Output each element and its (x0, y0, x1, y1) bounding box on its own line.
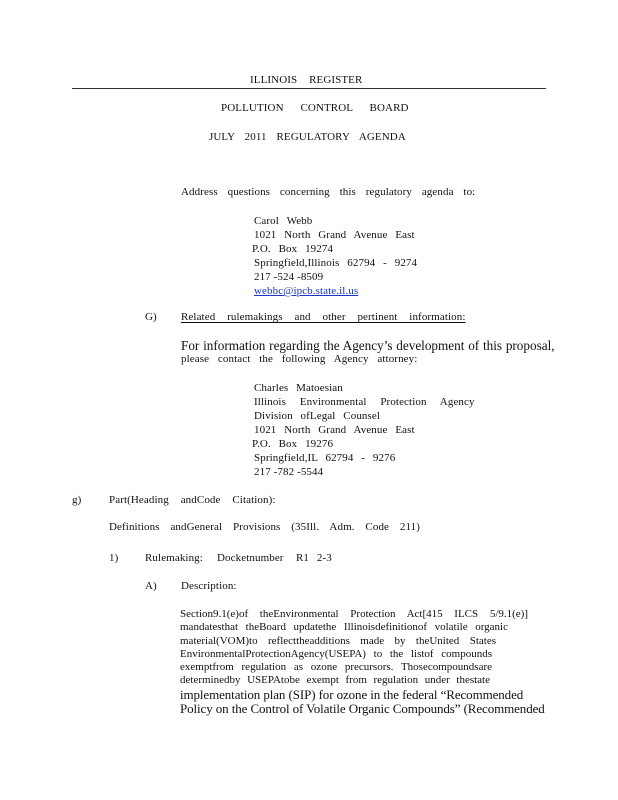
contact-address-block (254, 214, 417, 298)
description-line: Section9.1(e)of theEnvironmental Protection Act[415 ILCS 5/9.1(e)] (180, 608, 528, 620)
contact-name: Carol Webb (254, 215, 313, 227)
attorney-address-block (254, 381, 475, 479)
part-title: Definitions andGeneral Provisions (35Ill. Adm. Code 211) (109, 521, 421, 533)
questions-intro: Address questions concerning this regulatory agenda to: (181, 186, 476, 198)
agency-intro-line1: For information regarding the Agency’s development of this proposal, (181, 338, 555, 353)
rulemaking-marker: 1) (109, 552, 119, 564)
attorney-agency: Illinois Environmental Protection Agency (254, 396, 475, 408)
description-line: mandatesthat theBoard updatethe Illinoisdefinitionof volatile organic (180, 621, 508, 634)
description-line: EnvironmentalProtectionAgency(USEPA) to the listof compounds (180, 647, 492, 660)
description-label: Description: (181, 580, 237, 592)
attorney-city: Springfield,IL 62794 - 9276 (254, 452, 396, 464)
contact-street: 1021 North Grand Avenue East (254, 229, 415, 241)
description-line: material(VOM)to reflecttheadditions made by theUnited States (180, 634, 496, 647)
contact-email-link[interactable]: webbc@ipcb.state.il.us (254, 285, 359, 297)
attorney-division: Division ofLegal Counsel (254, 410, 381, 422)
attorney-name: Charles Matoesian (254, 382, 343, 394)
rulemaking-label: Rulemaking: (145, 552, 203, 564)
contact-city: Springfield,Illinois 62794 - 9274 (254, 257, 418, 269)
agenda-title: JULY 2011 REGULATORY AGENDA (209, 131, 406, 143)
description-paragraph (180, 608, 545, 716)
section-G-heading: Related rulemakings and other pertinent information: (181, 311, 466, 323)
description-line: exemptfrom regulation as ozone precursors. Thosecompoundsare (180, 661, 492, 674)
description-line: Policy on the Control of Volatile Organic Compounds” (Recommended (180, 700, 545, 716)
description-marker: A) (145, 580, 157, 592)
docket-label: Docketnumber (217, 552, 284, 564)
board-title: POLLUTION CONTROL BOARD (221, 102, 409, 114)
agency-intro-line2: please contact the following Agency attorney: (181, 353, 418, 365)
contact-po-box: P.O. Box 19274 (252, 243, 334, 255)
attorney-street: 1021 North Grand Avenue East (254, 424, 415, 436)
attorney-phone: 217 -782 -5544 (254, 466, 324, 478)
docket-number: R1 2-3 (296, 552, 332, 564)
section-g-marker: g) (72, 494, 82, 506)
section-g-heading: Part(Heading andCode Citation): (109, 494, 276, 506)
description-line: determinedby USEPAtobe exempt from regulation under thestate (180, 674, 490, 687)
description-line: implementation plan (SIP) for ozone in the federal “Recommended (180, 686, 524, 702)
attorney-po-box: P.O. Box 19276 (252, 438, 334, 450)
register-title: ILLINOIS REGISTER (250, 74, 363, 86)
header-divider (72, 88, 546, 89)
section-G-marker: G) (145, 311, 157, 323)
contact-phone: 217 -524 -8509 (254, 271, 324, 283)
